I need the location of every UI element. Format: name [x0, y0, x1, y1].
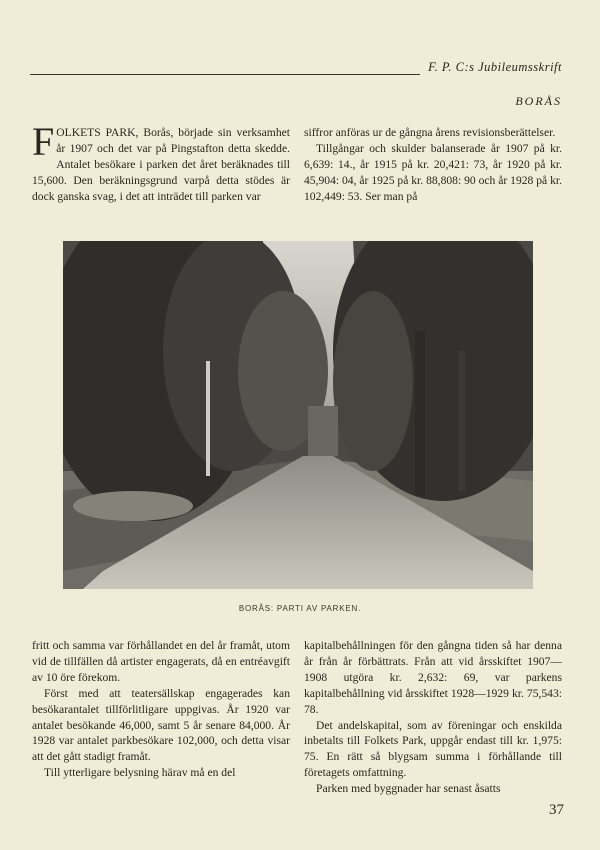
paragraph: kapitalbehållningen för den gångna tiden så har denna år från år förbättrats. Från att vid årsskiftet 1907—1908 utgöra kr. 2,632: 69, var parkens kapitalbehållning vid årsskiftet 1928—1929 kr. 75,543: 78. [304, 639, 562, 716]
paragraph: Till ytterligare belysning härav må en del [44, 766, 236, 780]
park-photo [63, 241, 533, 589]
intro-paragraph [32, 119, 290, 205]
section-title: BORÅS [515, 94, 562, 108]
drop-cap: F [32, 119, 55, 164]
paragraph: fritt och samma var förhållandet en del år framåt, utom vid de tillfällen då artister engagerats, då en entréavgift av 10 öre förekom. [32, 639, 290, 684]
bottom-column-right [304, 638, 562, 797]
intro-text: Borås, började sin verksamhet år 1907 och det var på Pingstafton detta skedde. Antalet besökare i parken det året beräknades till 15,600. Den beräkningsgrund varpå detta stödes är dock ganska svag, i det att inträdet till parken var [32, 126, 290, 203]
top-column-left [32, 119, 290, 205]
paragraph: Det andelskapital, som av föreningar och enskilda inbetalts till Folkets Park, uppgår endast till kr. 1,975: 75. En rätt så blygsam summa i förhållande till företagets omfattning. [304, 718, 562, 780]
page-number: 37 [549, 802, 564, 818]
running-title: F. P. C:s Jubileumsskrift [420, 60, 562, 75]
bottom-column-left [32, 638, 290, 781]
lead-words: OLKETS PARK, [56, 126, 139, 139]
photo-caption: BORÅS: PARTI AV PARKEN. [238, 604, 362, 613]
top-column-right [304, 125, 562, 205]
paragraph: siffror anföras ur de gångna årens revisionsberättelser. [304, 126, 556, 139]
paragraph: Först med att teatersällskap engagerades kan besökarantalet tillförlitligare uppgivas. År 1920 var antalet besökande 46,000, samt 5 år senare 84,000. År 1928 var antalet parkbesökare 102,000, och detta visar att det gått stadigt framåt. [32, 686, 290, 764]
paragraph: Tillgångar och skulder balanserade år 1907 på kr. 6,639: 14., år 1915 på kr. 20,421: 73, år 1920 på kr. 45,904: 04, år 1925 på kr. 88,808: 90 och år 1928 på kr. 102,449: 53. Ser man på [304, 141, 562, 203]
paragraph: Parken med byggnader har senast åsatts [316, 782, 501, 796]
